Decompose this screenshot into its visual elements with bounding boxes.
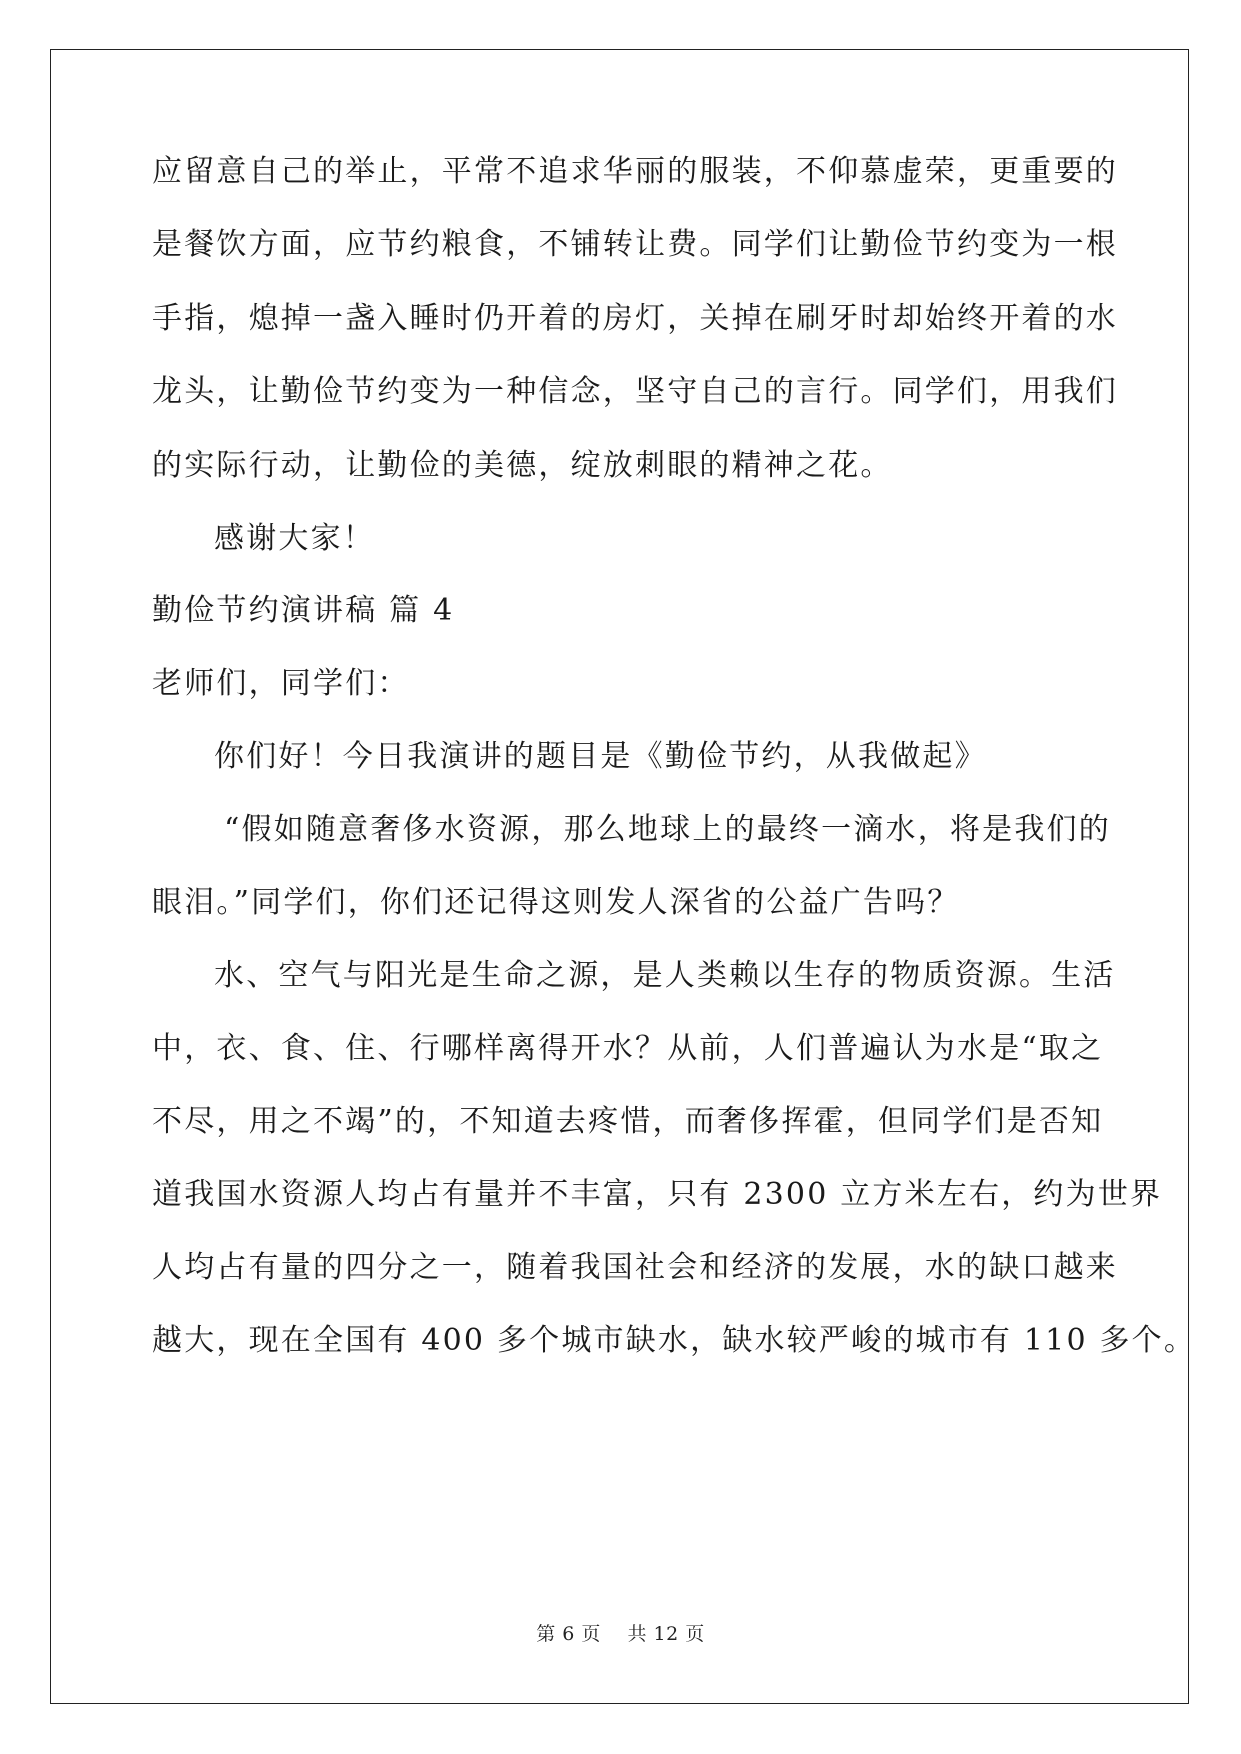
- quote-line: “假如随意奢侈水资源，那么地球上的最终一滴水，将是我们的: [224, 812, 1111, 847]
- salutation: 老师们，同学们：: [152, 666, 410, 701]
- thanks-line: 感谢大家！: [214, 521, 375, 556]
- paragraph-line: 越大，现在全国有 400 多个城市缺水，缺水较严峻的城市有 110 多个。: [152, 1323, 1197, 1358]
- paragraph-line: 水、空气与阳光是生命之源，是人类赖以生存的物质资源。生活: [214, 958, 1116, 993]
- section-title: 勤俭节约演讲稿 篇 4: [152, 593, 455, 628]
- paragraph-line: 不尽，用之不竭”的，不知道去疼惜，而奢侈挥霍，但同学们是否知: [152, 1104, 1104, 1139]
- page-border: [50, 49, 1189, 1704]
- page-number: 第 6 页: [536, 1623, 601, 1645]
- body-line: 是餐饮方面，应节约粮食，不铺转让费。同学们让勤俭节约变为一根: [152, 227, 1118, 262]
- page-total: 共 12 页: [627, 1623, 705, 1645]
- paragraph-line: 人均占有量的四分之一，随着我国社会和经济的发展，水的缺口越来: [152, 1250, 1118, 1285]
- body-line: 龙头，让勤俭节约变为一种信念，坚守自己的言行。同学们，用我们: [152, 374, 1118, 409]
- paragraph-line: 道我国水资源人均占有量并不丰富，只有 2300 立方米左右，约为世界: [152, 1177, 1163, 1212]
- body-line: 应留意自己的举止，平常不追求华丽的服装，不仰慕虚荣，更重要的: [152, 154, 1118, 189]
- body-line: 的实际行动，让勤俭的美德，绽放刺眼的精神之花。: [152, 448, 893, 483]
- body-line: 手指，熄掉一盏入睡时仍开着的房灯，关掉在刷牙时却始终开着的水: [152, 301, 1118, 336]
- quote-line: 眼泪。”同学们，你们还记得这则发人深省的公益广告吗？: [152, 885, 960, 920]
- greeting-line: 你们好！今日我演讲的题目是《勤俭节约，从我做起》: [214, 739, 987, 774]
- paragraph-line: 中，衣、食、住、行哪样离得开水？从前，人们普遍认为水是“取之: [152, 1031, 1104, 1066]
- page-footer: [0, 1622, 1241, 1646]
